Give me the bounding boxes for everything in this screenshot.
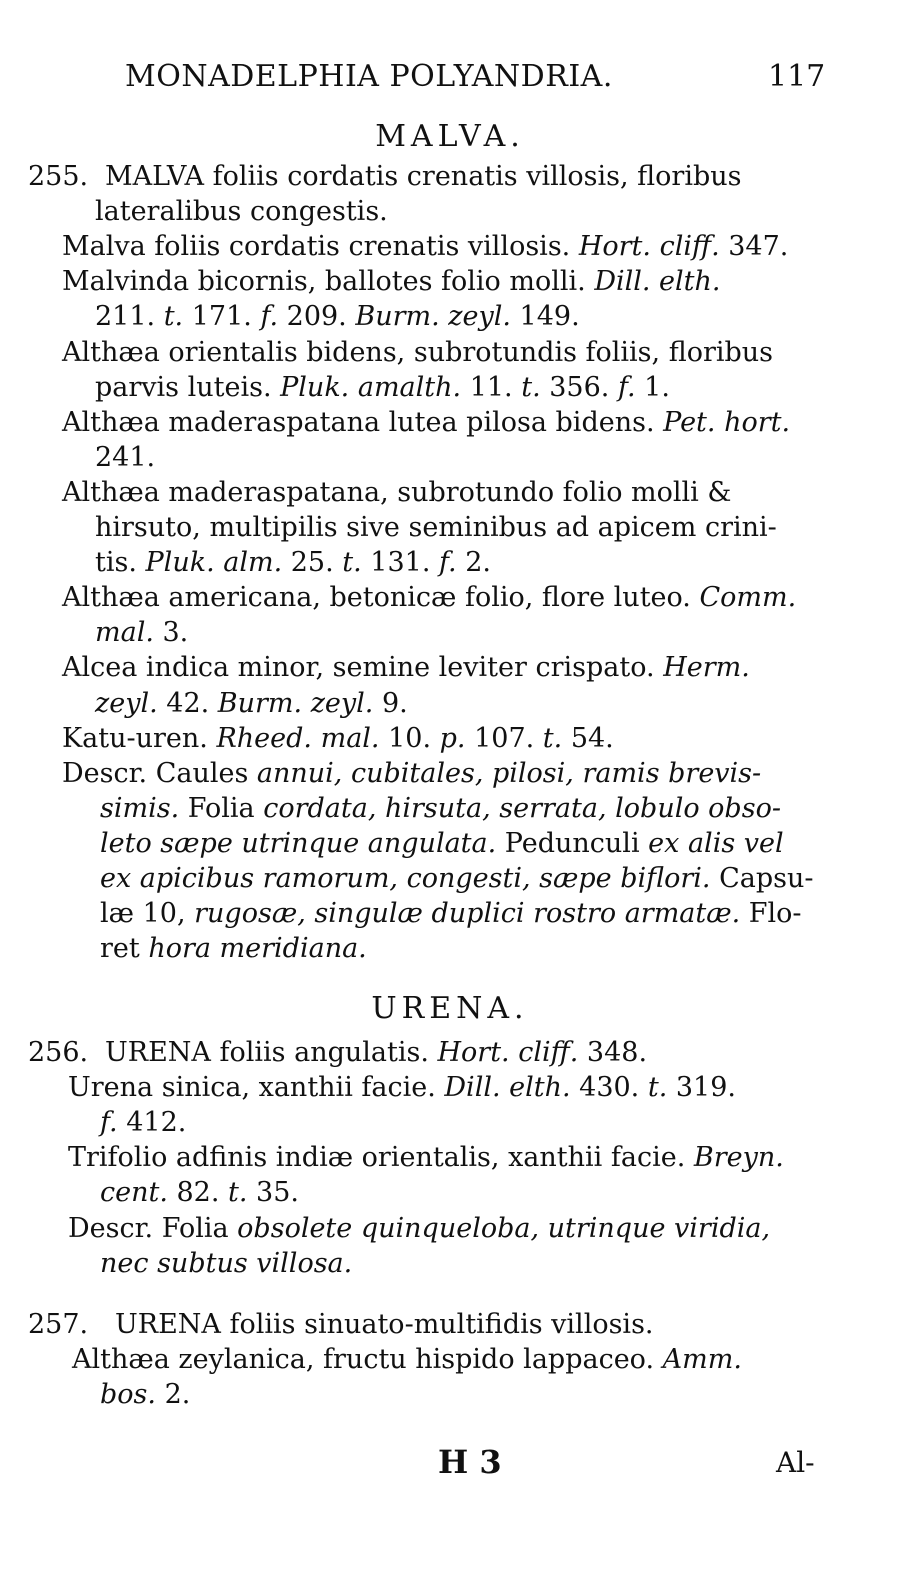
italic-text: Burm. zeyl.	[217, 688, 374, 719]
running-title: MONADELPHIA POLYANDRIA.	[125, 59, 613, 94]
signature-mark: H 3	[438, 1443, 502, 1481]
text-line	[95, 509, 777, 546]
genus-heading: URENA.	[371, 991, 529, 1026]
text-line	[100, 895, 802, 932]
text-line	[95, 439, 155, 476]
roman-text: 9.	[373, 688, 408, 719]
italic-text: Hort. cliff.	[437, 1037, 579, 1068]
text-line	[100, 1174, 299, 1211]
roman-text: Descr. Folia	[68, 1213, 238, 1244]
italic-text: cent.	[100, 1177, 168, 1208]
italic-text: Herm.	[663, 652, 750, 683]
text-line	[62, 579, 796, 616]
roman-text: 82.	[167, 1177, 229, 1208]
text-line	[100, 860, 814, 897]
text-line	[62, 720, 614, 757]
entry-number: 255.	[28, 161, 89, 192]
italic-text: cordata, hirsuta, serrata, lobulo obso-	[263, 793, 781, 824]
roman-text: læ 10,	[100, 898, 195, 929]
roman-text: 54.	[562, 723, 614, 754]
roman-text: 430.	[570, 1072, 648, 1103]
roman-text: Althæa maderaspatana, subrotundo folio molli &	[62, 477, 732, 508]
italic-text: Dill. elth.	[594, 266, 721, 297]
roman-text: lateralibus congestis.	[95, 196, 388, 227]
text-line	[100, 1376, 190, 1413]
roman-text: Althæa orientalis bidens, subrotundis foliis, floribus	[62, 337, 774, 368]
text-line	[100, 790, 781, 827]
roman-text: Alcea indica minor, semine leviter crispato.	[62, 652, 664, 683]
text-line	[95, 369, 670, 406]
page-number: 117	[768, 59, 826, 94]
roman-text: parvis luteis.	[95, 372, 281, 403]
roman-text: 241.	[95, 442, 156, 473]
italic-text: f.	[260, 301, 279, 332]
italic-text: t.	[521, 372, 541, 403]
text-line	[62, 649, 750, 686]
roman-text: URENA foliis sinuato-multifidis villosis.	[115, 1309, 654, 1340]
italic-text: zeyl.	[95, 688, 158, 719]
roman-text: Althæa zeylanica, fructu hispido lappaceo.	[72, 1344, 663, 1375]
text-line	[68, 1069, 736, 1106]
roman-text: 25.	[282, 547, 343, 578]
text-line	[62, 755, 761, 792]
roman-text: 319.	[667, 1072, 736, 1103]
italic-text: Amm.	[662, 1344, 742, 1375]
roman-text: 11.	[461, 372, 522, 403]
italic-text: simis.	[100, 793, 180, 824]
italic-text: f.	[100, 1107, 118, 1138]
genus-heading: MALVA.	[375, 119, 525, 154]
roman-text: tis.	[95, 547, 146, 578]
text-line	[105, 158, 741, 195]
roman-text: 348.	[578, 1037, 648, 1068]
roman-text: Malvinda bicornis, ballotes folio molli.	[62, 266, 595, 297]
text-line	[95, 685, 408, 722]
text-line	[68, 1210, 770, 1247]
roman-text: Folia	[179, 793, 264, 824]
roman-text: 2.	[456, 547, 491, 578]
text-line	[62, 474, 731, 511]
roman-text: 1.	[635, 372, 670, 403]
text-line	[100, 1245, 352, 1282]
running-header	[0, 58, 900, 98]
italic-text: t.	[163, 301, 184, 332]
entry-number: 257.	[28, 1309, 89, 1340]
roman-text: Katu-uren.	[62, 723, 217, 754]
italic-text: hora meridiana.	[148, 933, 367, 964]
text-line	[100, 930, 367, 967]
roman-text: 3.	[153, 617, 189, 648]
italic-text: t.	[647, 1072, 668, 1103]
text-line	[95, 298, 580, 335]
italic-text: Dill. elth.	[444, 1072, 571, 1103]
roman-text: 412.	[117, 1107, 187, 1138]
text-line	[62, 334, 773, 371]
italic-text: leto sæpe utrinque angulata.	[100, 828, 497, 859]
roman-text: Althæa americana, betonicæ folio, flore luteo.	[62, 582, 700, 613]
italic-text: ex alis vel	[648, 828, 784, 859]
italic-text: t.	[228, 1177, 248, 1208]
entry-number: 256.	[28, 1037, 89, 1068]
roman-text: 356.	[540, 372, 618, 403]
italic-text: t.	[342, 547, 362, 578]
text-line	[105, 1034, 647, 1071]
roman-text: Flo-	[740, 898, 802, 929]
roman-text: Althæa maderaspatana lutea pilosa bidens.	[62, 407, 664, 438]
text-line	[95, 614, 188, 651]
roman-text: 211.	[95, 301, 164, 332]
roman-text: 42.	[157, 688, 218, 719]
italic-text: Rheed. mal.	[216, 723, 380, 754]
text-line	[62, 263, 720, 300]
italic-text: t.	[542, 723, 563, 754]
text-line	[115, 1306, 654, 1343]
italic-text: nec subtus villosa.	[100, 1248, 353, 1279]
text-line	[62, 404, 790, 441]
roman-text: 107.	[465, 723, 543, 754]
roman-text: URENA foliis angulatis.	[105, 1037, 438, 1068]
text-line	[68, 1139, 784, 1176]
roman-text: 347.	[719, 231, 789, 262]
roman-text: hirsuto, multipilis sive seminibus ad apicem crini-	[95, 512, 777, 543]
italic-text: Pluk. amalth.	[280, 372, 462, 403]
roman-text: 2.	[155, 1379, 191, 1410]
italic-text: ex apicibus ramorum, congesti, sæpe biflori.	[100, 863, 711, 894]
text-line	[100, 1104, 186, 1141]
roman-text: Urena sinica, xanthii facie.	[68, 1072, 445, 1103]
roman-text: Descr. Caules	[62, 758, 257, 789]
italic-text: f.	[439, 547, 457, 578]
roman-text: Capsu-	[710, 863, 814, 894]
text-line	[62, 228, 788, 265]
italic-text: obsolete quinqueloba, utrinque viridia,	[237, 1213, 771, 1244]
italic-text: p.	[439, 723, 466, 754]
roman-text: 149.	[510, 301, 580, 332]
roman-text: 10.	[379, 723, 440, 754]
italic-text: Comm.	[699, 582, 797, 613]
roman-text: MALVA foliis cordatis crenatis villosis, floribus	[105, 161, 742, 192]
italic-text: Pluk. alm.	[145, 547, 283, 578]
italic-text: Breyn.	[693, 1142, 784, 1173]
italic-text: Hort. cliff.	[578, 231, 720, 262]
italic-text: f.	[617, 372, 636, 403]
roman-text: Pedunculi	[496, 828, 649, 859]
roman-text: 35.	[247, 1177, 299, 1208]
italic-text: bos.	[100, 1379, 156, 1410]
text-line	[100, 825, 784, 862]
roman-text: Trifolio adfinis indiæ orientalis, xanthii facie.	[68, 1142, 694, 1173]
text-line	[72, 1341, 742, 1378]
roman-text: 209.	[278, 301, 356, 332]
text-line	[95, 193, 388, 230]
roman-text: Malva foliis cordatis crenatis villosis.	[62, 231, 579, 262]
italic-text: Pet. hort.	[663, 407, 791, 438]
text-line	[95, 544, 491, 581]
italic-text: Burm. zeyl.	[355, 301, 511, 332]
italic-text: rugosæ, singulæ duplici rostro armatæ.	[194, 898, 741, 929]
catchword: Al-	[776, 1446, 815, 1479]
roman-text: ret	[100, 933, 149, 964]
roman-text: 131.	[361, 547, 439, 578]
roman-text: 171.	[183, 301, 261, 332]
italic-text: annui, cubitales, pilosi, ramis brevis-	[256, 758, 762, 789]
italic-text: mal.	[95, 617, 154, 648]
